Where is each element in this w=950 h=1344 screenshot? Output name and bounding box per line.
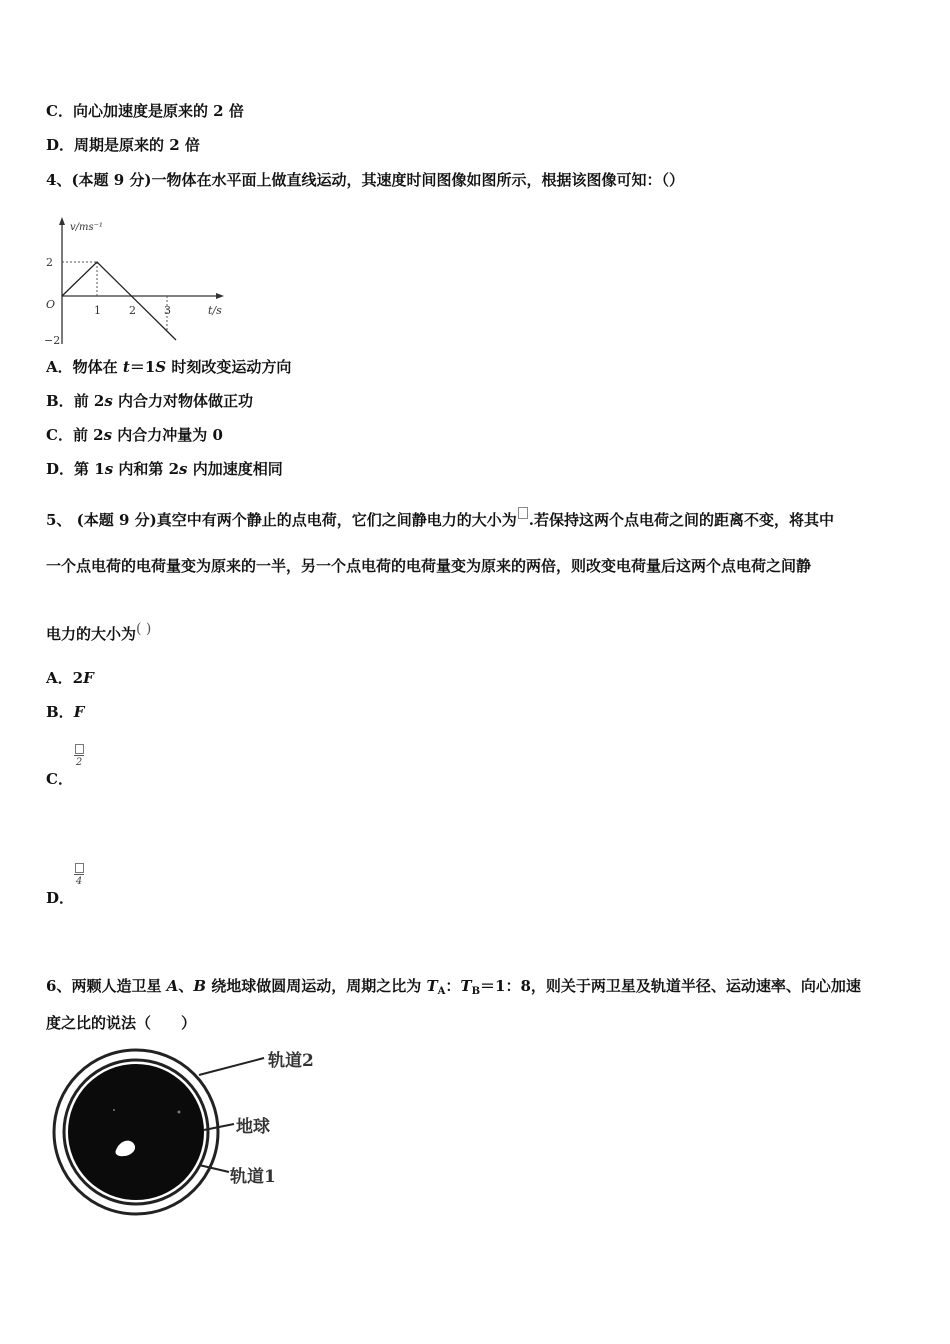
earth-disk [68,1064,204,1200]
orbit-2-label: 轨道2 [268,1051,314,1071]
q4-option-b: B．前 2s 内合力对物体做正功 [46,392,254,410]
q5-option-c-fraction: 2 [74,744,84,768]
velocity-line [62,262,176,340]
q6-stem-line2: 度之比的说法（ ） [46,1014,197,1032]
earth-label: 地球 [236,1117,270,1137]
y-axis-arrow-icon [59,217,65,225]
q5-option-c: C． [46,770,73,788]
q5-option-b: B．F [46,703,85,721]
q6-stem-line1: 6、两颗人造卫星 A、B 绕地球做圆周运动，周期之比为 $T_A$：$T_B=1$：8，则关于两卫星及轨道半径、运动速率、向心加速 [46,977,861,997]
ytick-neg2: −2 [44,334,61,347]
q5-stem-line3: 电力的大小为( ) [46,621,152,643]
formula-placeholder-icon [518,507,528,519]
numerator-placeholder-icon [75,863,84,873]
q5-stem-line1: 5、 (本题 9 分)真空中有两个静止的点电荷，它们之间静电力的大小为 .若保持这两个点电荷之间的距离不变，将其中 [46,507,834,530]
q4-vt-graph [40,214,240,350]
q5-option-d: D． [46,889,75,907]
x-axis-arrow-icon [216,293,224,299]
orbit-1-leader [199,1165,229,1172]
q4-option-c: C．前 2s 内合力冲量为 0 [46,426,223,444]
q5-option-d-fraction: 4 [74,863,84,887]
q5-stem-line2: 一个点电荷的电荷量变为原来的一半，另一个点电荷的电荷量变为原来的两倍，则改变电荷量后这两个点电荷之间静 [46,557,812,575]
q4-option-a: A．物体在 t＝1S 时刻改变运动方向 [46,358,292,376]
xtick-1: 1 [94,304,101,317]
q3-option-c: C．向心加速度是原来的 2 倍 [46,102,244,120]
numerator-placeholder-icon [75,744,84,754]
q5-option-a: A．2F [46,669,94,687]
y-axis-label: v/ms⁻¹ [70,222,103,233]
xtick-3: 3 [164,304,171,317]
orbit-2-leader [199,1058,264,1075]
ytick-2: 2 [46,256,53,269]
q6-orbit-figure [44,1040,344,1216]
orbit-1-label: 轨道1 [230,1167,276,1187]
origin-label: O [46,298,56,311]
x-axis-label: t/s [208,304,222,317]
xtick-2: 2 [129,304,136,317]
q3-option-d: D．周期是原来的 2 倍 [46,136,200,154]
q4-option-d: D．第 1s 内和第 2s 内加速度相同 [46,460,283,478]
q4-stem: 4、(本题 9 分)一物体在水平面上做直线运动，其速度时间图像如图所示，根据该图像可知：（） [46,171,685,189]
answer-parentheses: ( ) [136,621,152,637]
